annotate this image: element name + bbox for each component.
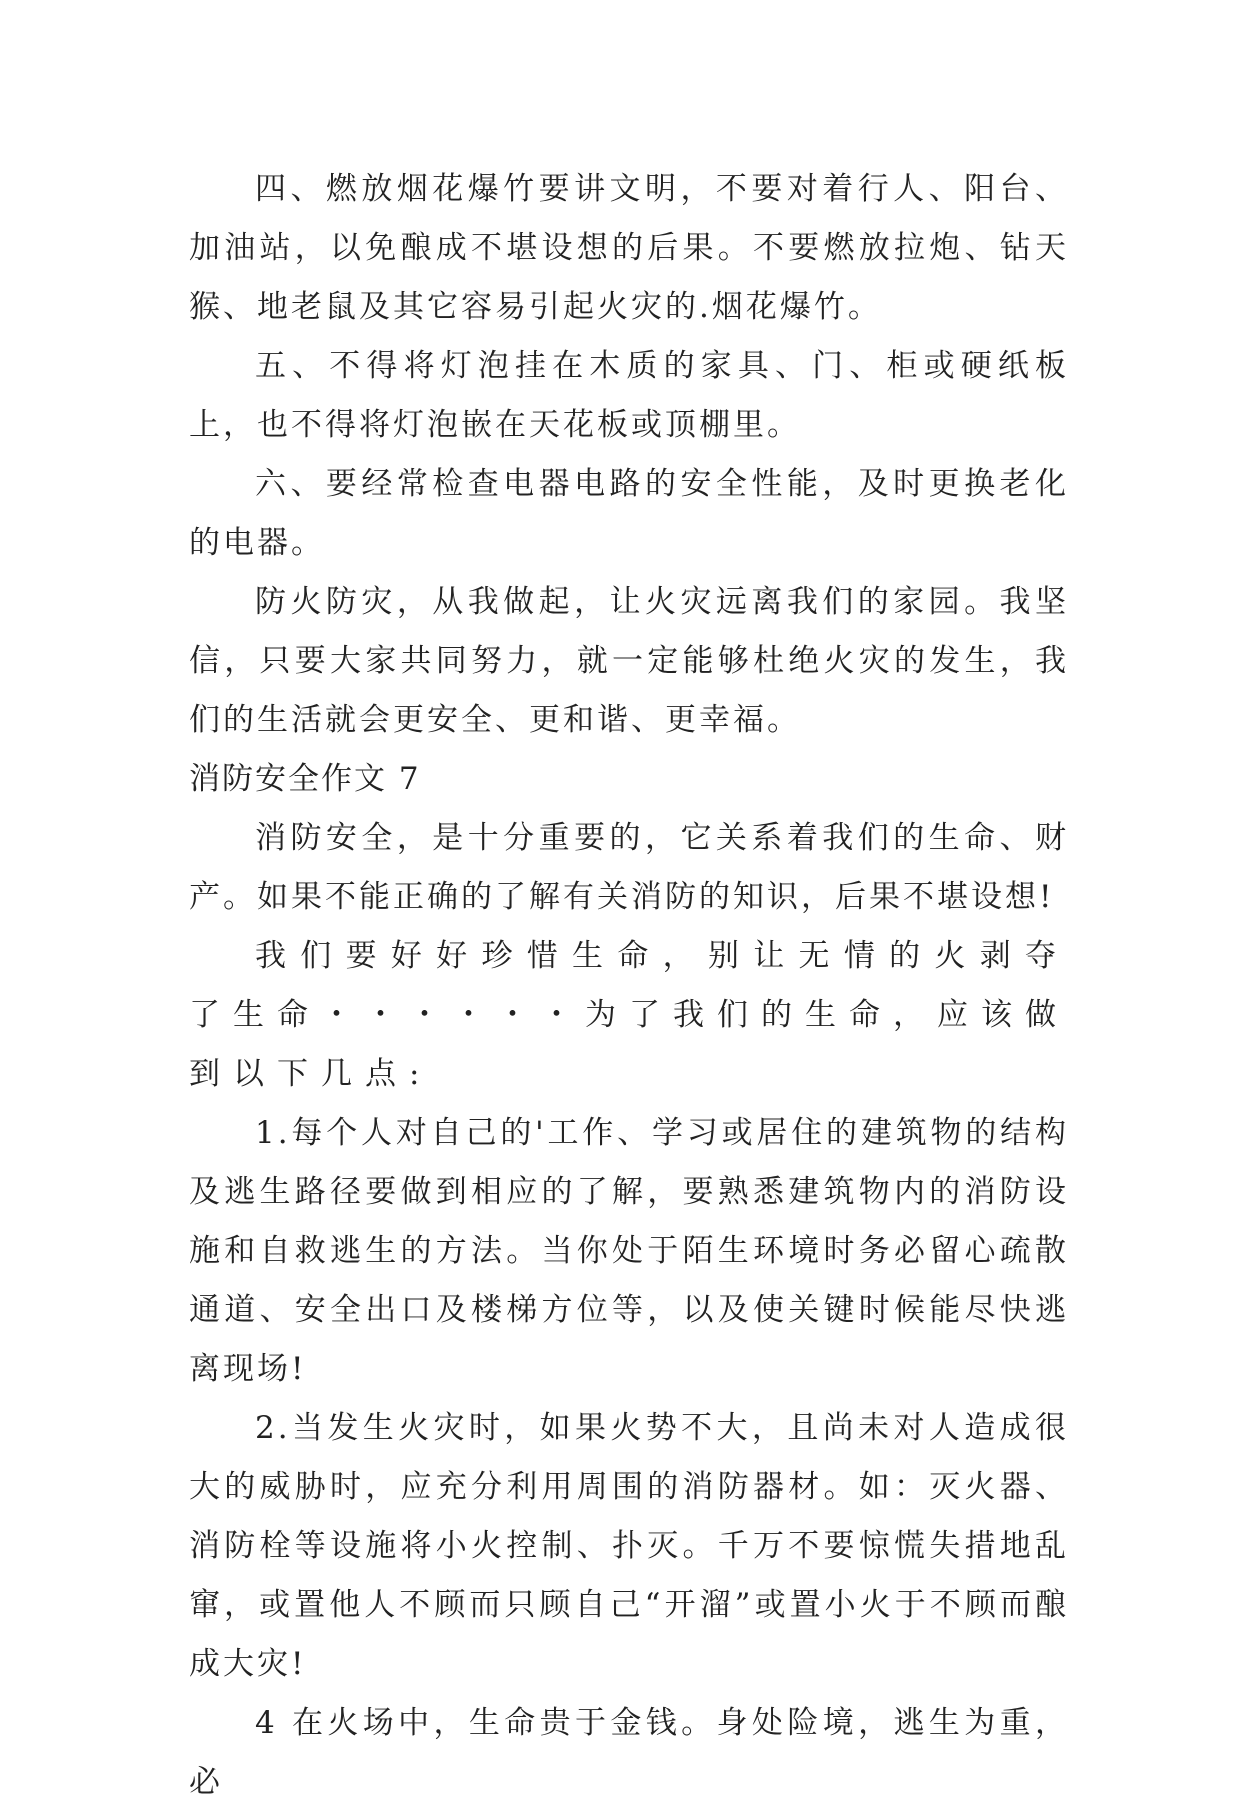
paragraph-light-bulbs: 五、不得将灯泡挂在木质的家具、门、柜或硬纸板上，也不得将灯泡嵌在天花板或顶棚里。 (189, 348, 1069, 443)
paragraph-intro: 消防安全，是十分重要的，它关系着我们的生命、财产。如果不能正确的了解有关消防的知识，后果不堪设想! (189, 820, 1069, 915)
paragraph-fireworks: 四、燃放烟花爆竹要讲文明，不要对着行人、阳台、加油站，以免酿成不堪设想的后果。不要燃放拉炮、钻天猴、地老鼠及其它容易引起火灾的.烟花爆竹。 (189, 171, 1069, 325)
paragraph-cherish-life: 我们要好好珍惜生命，别让无情的火剥夺了生命・・・・・・为了我们的生命，应该做到以下几点: (189, 938, 1069, 1092)
paragraph-point-2: 2.当发生火灾时，如果火势不大，且尚未对人造成很大的威胁时，应充分利用周围的消防器材。如：灭火器、消防栓等设施将小火控制、扑灭。千万不要惊慌失措地乱窜，或置他人不顾而只顾自己“开溜”或置小火于不顾而酿成大灾! (189, 1410, 1069, 1682)
paragraph-conclusion: 防火防灾，从我做起，让火灾远离我们的家园。我坚信，只要大家共同努力，就一定能够杜绝火灾的发生，我们的生活就会更安全、更和谐、更幸福。 (189, 584, 1069, 738)
paragraph-point-1: 1.每个人对自己的'工作、学习或居住的建筑物的结构及逃生路径要做到相应的了解，要熟悉建筑物内的消防设施和自救逃生的方法。当你处于陌生环境时务必留心疏散通道、安全出口及楼梯方位等，以及使关键时候能尽快逃离现场! (189, 1115, 1069, 1387)
paragraph-point-4: 4 在火场中，生命贵于金钱。身处险境，逃生为重，必 (189, 1705, 1069, 1800)
text-column (189, 160, 1069, 1812)
section-heading: 消防安全作文 7 (189, 761, 421, 797)
paragraph-electrical-check: 六、要经常检查电器电路的安全性能，及时更换老化的电器。 (189, 466, 1069, 561)
